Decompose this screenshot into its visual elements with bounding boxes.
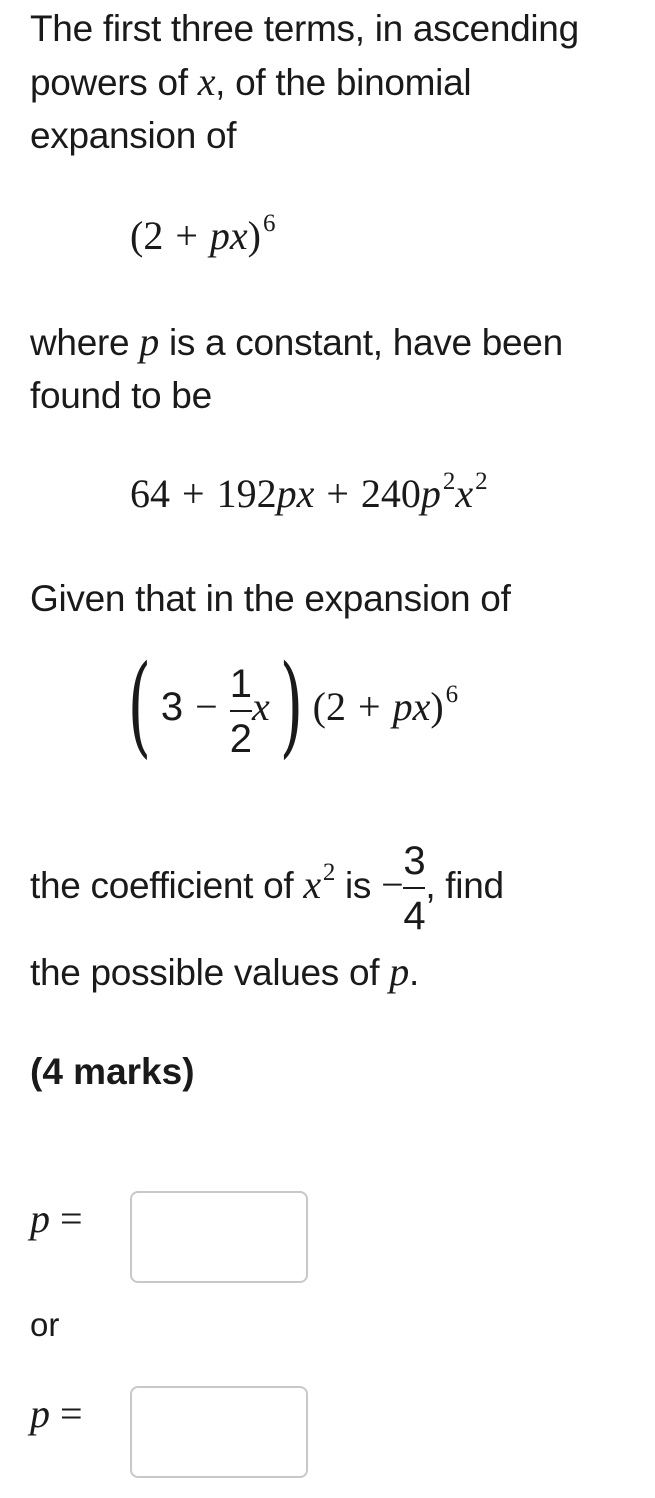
intro-variable-x: x (197, 59, 216, 104)
possible-values-statement: the possible values of p. (30, 949, 419, 994)
binomial-expression: (2 + px)$^6$ (130, 210, 276, 258)
answer-1-input[interactable] (130, 1191, 308, 1283)
answer-1-label: p = (30, 1196, 83, 1241)
answer-2-input[interactable] (130, 1386, 308, 1478)
or-separator: or (30, 1306, 60, 1343)
fraction-three-quarters: $\frac{3}{4}$ (403, 838, 426, 938)
coefficient-statement: the coefficient of $x^2$ is − $\frac{3}{4}$ , find (30, 838, 504, 938)
marks-label: (4 marks) (30, 1051, 195, 1092)
given-statement: Given that in the expansion of (30, 578, 511, 619)
where-variable-p: p (139, 319, 159, 364)
expansion-expression: $64 + 192px + 240p^2x^2$ (130, 468, 488, 516)
question-intro: The first three terms, in ascending powers of x, of the binomial expansion of (30, 8, 579, 156)
product-expression: ( 3 − $\frac{1}{2}$ x) (2 + px)$^6$ (127, 641, 459, 769)
fraction-one-half: $\frac{1}{2}$ (229, 661, 252, 761)
answer-2-label: p = (30, 1391, 83, 1436)
where-statement: where p is a constant, have been found to be (30, 319, 563, 416)
